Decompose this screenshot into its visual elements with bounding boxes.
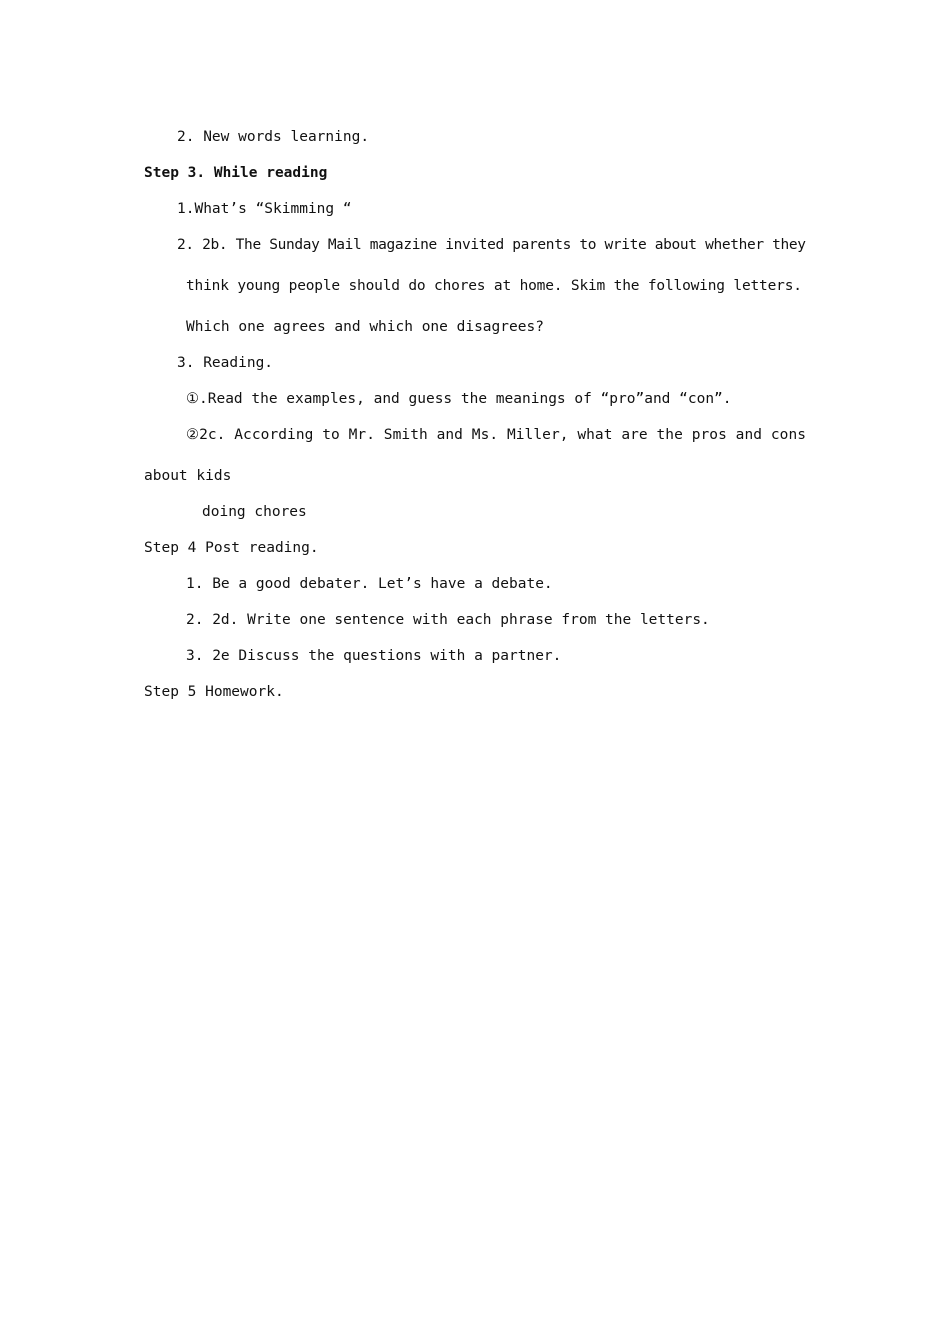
paragraph-2b-line-2: think young people should do chores at home. Skim the following letters. <box>186 278 802 294</box>
heading-step-4: Step 4 Post reading. <box>144 540 319 556</box>
list-item-2e: 3. 2e Discuss the questions with a partner. <box>186 648 562 664</box>
sub-item-2c-line-1: ②2c. According to Mr. Smith and Ms. Miller, what are the pros and cons <box>186 427 807 443</box>
heading-step-5: Step 5 Homework. <box>144 684 284 700</box>
sub-item-2c-line-3: doing chores <box>202 504 307 520</box>
sub-item-pro-con: ①.Read the examples, and guess the meanings of “pro”and “con”. <box>186 391 732 407</box>
list-item-reading: 3. Reading. <box>177 355 274 371</box>
list-item-debate: 1. Be a good debater. Let’s have a debate. <box>186 576 553 592</box>
sub-item-2c-line-2: about kids <box>144 468 232 484</box>
heading-step-3: Step 3. While reading <box>144 165 328 181</box>
list-item-2d: 2. 2d. Write one sentence with each phrase from the letters. <box>186 612 710 628</box>
list-item-skimming: 1.What’s “Skimming “ <box>177 201 352 217</box>
list-item-new-words: 2. New words learning. <box>177 129 370 145</box>
paragraph-2b-line-3: Which one agrees and which one disagrees? <box>186 319 544 335</box>
paragraph-2b-line-1: 2. 2b. The Sunday Mail magazine invited parents to write about whether they <box>177 237 806 253</box>
